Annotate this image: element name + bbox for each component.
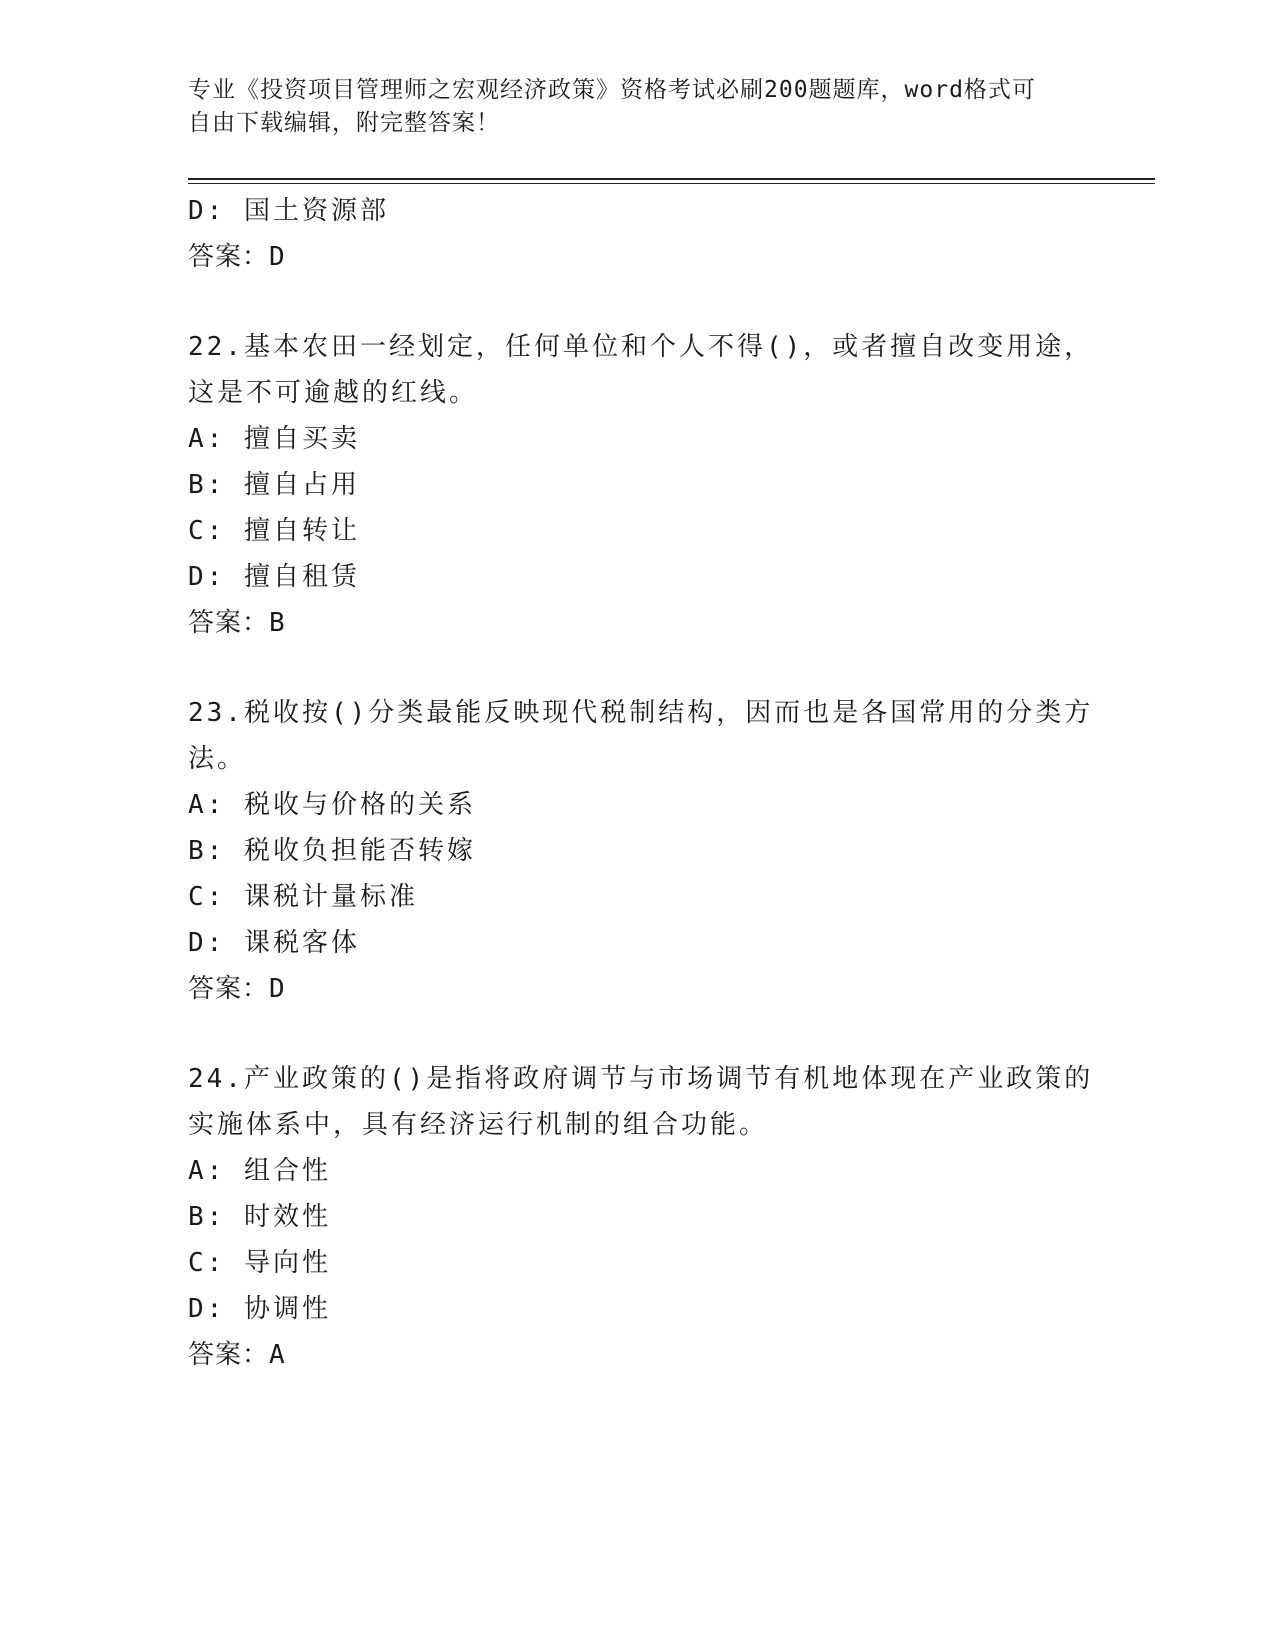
header-line-2: 自由下载编辑，附完整答案！ [188, 110, 500, 136]
option-b: B: 时效性 [188, 1202, 331, 1232]
question-stem-line-2: 这是不可逾越的红线。 [188, 378, 479, 408]
option-d: D: 擅自租赁 [188, 562, 360, 592]
option-b: B: 税收负担能否转嫁 [188, 836, 476, 866]
previous-question-tail [188, 188, 1088, 280]
option-c: C: 擅自转让 [188, 516, 360, 546]
question-stem-line-1: 23.税收按()分类最能反映现代税制结构，因而也是各国常用的分类方 [188, 698, 1094, 728]
option-d: D: 课税客体 [188, 928, 360, 958]
option-d: D: 协调性 [188, 1294, 331, 1324]
option-c: C: 导向性 [188, 1248, 331, 1278]
question-stem-line-2: 法。 [188, 744, 247, 774]
page-header [188, 74, 1068, 140]
header-divider-thick [188, 178, 1155, 180]
question-24 [188, 1056, 1094, 1378]
option-d: D: 国土资源部 [188, 196, 389, 226]
question-stem-line-1: 22.基本农田一经划定，任何单位和个人不得()，或者擅自改变用途， [188, 332, 1094, 362]
option-b: B: 擅自占用 [188, 470, 360, 500]
option-a: A: 税收与价格的关系 [188, 790, 476, 820]
question-content [188, 188, 1094, 1378]
option-a: A: 擅自买卖 [188, 424, 360, 454]
question-23 [188, 690, 1094, 1012]
answer-line: 答案：B [188, 608, 286, 638]
question-stem-line-2: 实施体系中，具有经济运行机制的组合功能。 [188, 1110, 769, 1140]
header-divider-thin [188, 183, 1155, 184]
header-line-1: 专业《投资项目管理师之宏观经济政策》资格考试必刷200题题库，word格式可 [188, 77, 1036, 103]
question-stem-line-1: 24.产业政策的()是指将政府调节与市场调节有机地体现在产业政策的 [188, 1064, 1094, 1094]
answer-line: 答案：A [188, 1340, 286, 1370]
question-22 [188, 324, 1094, 646]
option-a: A: 组合性 [188, 1156, 331, 1186]
answer-line: 答案：D [188, 974, 286, 1004]
answer-line: 答案：D [188, 242, 286, 272]
option-c: C: 课税计量标准 [188, 882, 418, 912]
